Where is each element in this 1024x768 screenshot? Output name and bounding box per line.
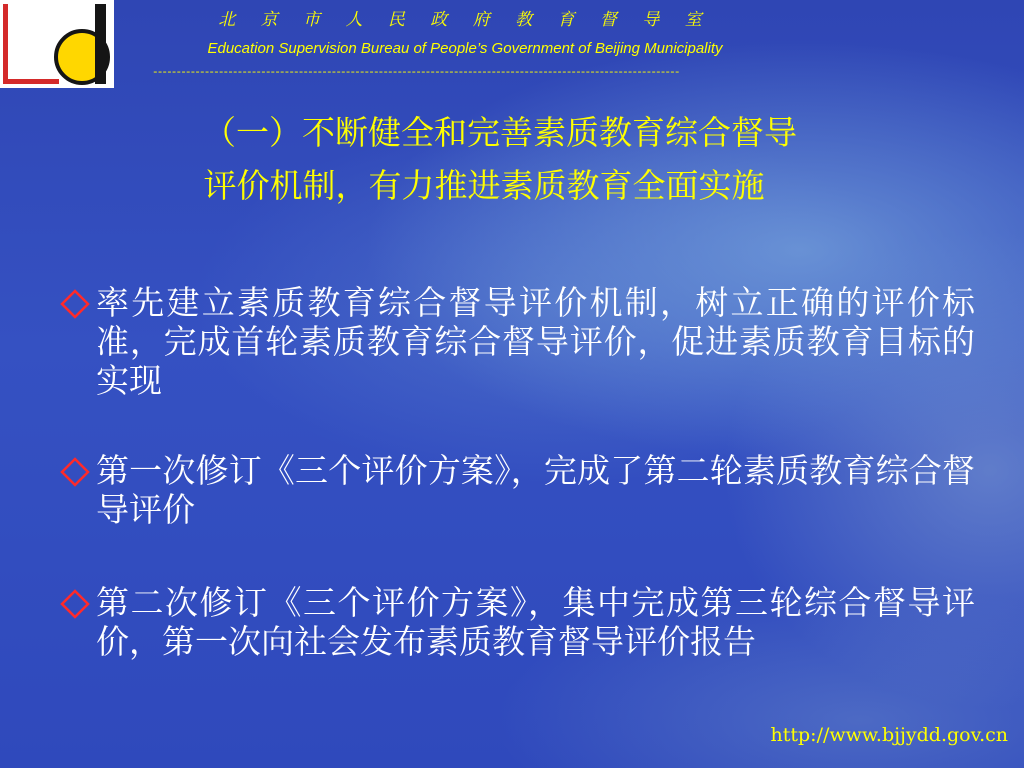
header-divider: ---------------------------------------------------------------------------------------------------------------- — [152, 67, 679, 79]
diamond-outline-icon — [60, 457, 90, 487]
diamond-outline-icon — [60, 289, 90, 319]
diamond-outline-icon — [60, 589, 90, 619]
footer-url-link[interactable]: http://www.bjjydd.gov.cn — [770, 724, 1008, 746]
slide-title-line-1: （一）不断健全和完善素质教育综合督导 — [203, 113, 797, 152]
org-name-en: Education Supervision Bureau of People’s Government of Beijing Municipality — [207, 40, 723, 57]
bullet-item — [60, 451, 975, 529]
bullet-text: 第一次修订《三个评价方案》，完成了第二轮素质教育综合督导评价 — [96, 451, 975, 529]
org-name-cn: 北 京 市 人 民 政 府 教 育 督 导 室 — [218, 10, 712, 30]
bullet-text: 第二次修订《三个评价方案》，集中完成第三轮综合督导评价，第一次向社会发布素质教育督导评价报告 — [96, 583, 975, 661]
slide-title-line-2: 评价机制，有力推进素质教育全面实施 — [203, 166, 765, 205]
bullet-item — [60, 583, 975, 661]
bullet-text: 率先建立素质教育综合督导评价机制，树立正确的评价标准，完成首轮素质教育综合督导评价，促进素质教育目标的实现 — [96, 283, 975, 400]
bullet-item — [60, 283, 975, 400]
